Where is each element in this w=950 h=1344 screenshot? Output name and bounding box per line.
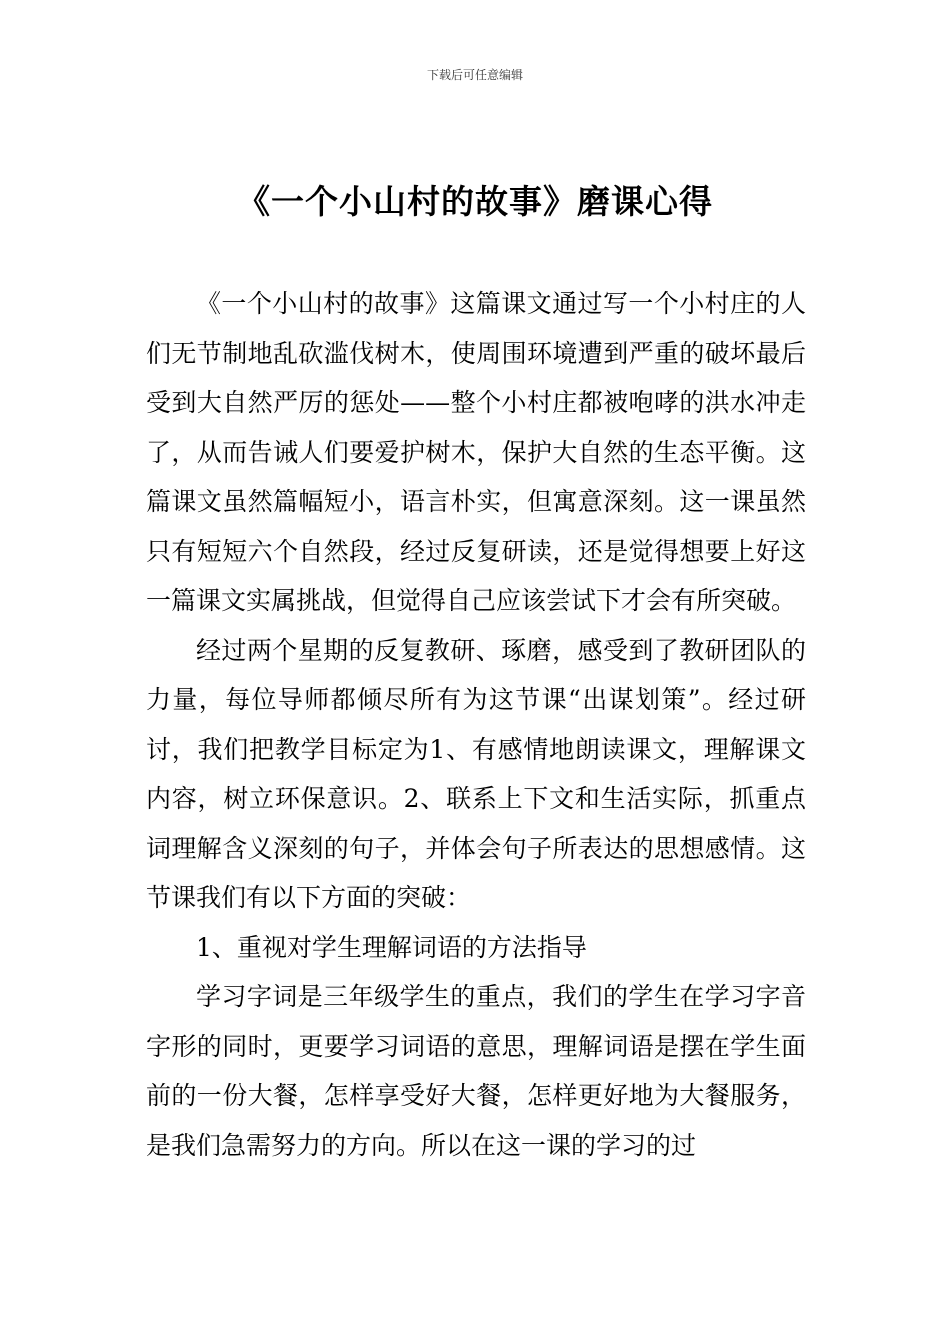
header-note: 下载后可任意编辑 (426, 68, 523, 82)
document-body (146, 279, 806, 1170)
paragraph-intro: 《一个小山村的故事》这篇课文通过写一个小村庄的人们无节制地乱砍滥伐树木，使周围环境遭到严重的破坏最后受到大自然严厉的惩处——整个小村庄都被咆哮的洪水冲走了，从而告诫人们要爱护树木，保护大自然的生态平衡。这篇课文虽然篇幅短小，语言朴实，但寓意深刻。这一课虽然只有短短六个自然段，经过反复研读，还是觉得想要上好这一篇课文实属挑战，但觉得自己应该尝试下才会有所突破。 (146, 289, 806, 615)
paragraph-vocabulary: 学习字词是三年级学生的重点，我们的学生在学习字音字形的同时，更要学习词语的意思，理解词语是摆在学生面前的一份大餐，怎样享受好大餐，怎样更好地为大餐服务，是我们急需努力的方向。所以在这一课的学习的过 (146, 982, 806, 1160)
section-heading-1: 1、重视对学生理解词语的方法指导 (196, 932, 587, 962)
paragraph-teaching-research: 经过两个星期的反复教研、琢磨，感受到了教研团队的力量，每位导师都倾尽所有为这节课“出谋划策”。经过研讨，我们把教学目标定为1、有感情地朗读课文，理解课文内容，树立环保意识。2、联系上下文和生活实际，抓重点词理解含义深刻的句子，并体会句子所表达的思想感情。这节课我们有以下方面的突破： (146, 635, 806, 912)
document-title: 《一个小山村的故事》磨课心得 (237, 182, 713, 221)
